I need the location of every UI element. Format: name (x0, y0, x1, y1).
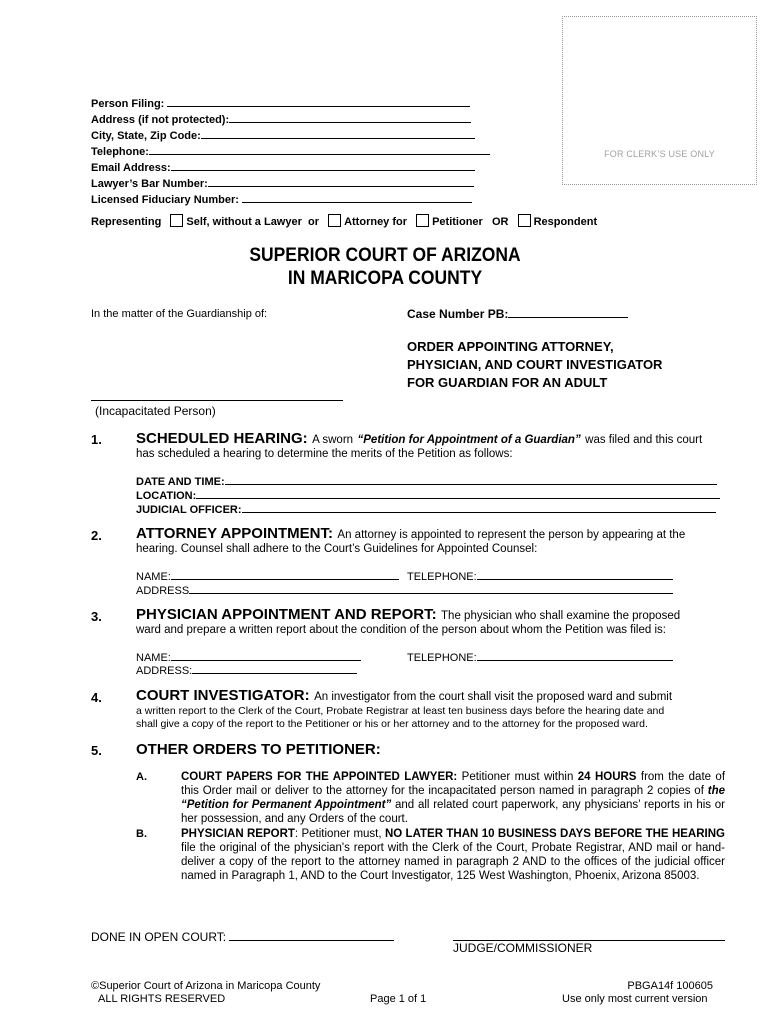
representing-row: Representing Self, without a Lawyer or Attorney for Petitioner OR Respondent (91, 216, 598, 228)
section-3-intro: PHYSICIAN APPOINTMENT AND REPORT: The physician who shall examine the proposed (136, 606, 681, 623)
section-5-number: 5. (91, 743, 102, 758)
clerk-use-label: FOR CLERK’S USE ONLY (604, 149, 715, 159)
location-field[interactable]: LOCATION: (136, 487, 720, 502)
case-number-field[interactable]: Case Number PB: (407, 306, 628, 321)
section-1-number: 1. (91, 432, 102, 447)
item-b-label: B. (136, 828, 147, 840)
address-field[interactable]: Address (if not protected): (91, 111, 471, 126)
section-2-intro: ATTORNEY APPOINTMENT: An attorney is appointed to represent the person by appearing at the (136, 525, 686, 542)
attorney-checkbox[interactable] (328, 214, 341, 227)
section-2-number: 2. (91, 528, 102, 543)
bar-number-field[interactable]: Lawyer’s Bar Number: (91, 175, 474, 190)
petitioner-checkbox[interactable] (416, 214, 429, 227)
matter-label: In the matter of the Guardianship of: (91, 308, 268, 320)
footer-copyright: ©Superior Court of Arizona in Maricopa County (91, 980, 321, 992)
section-4-number: 4. (91, 690, 102, 705)
person-filing-field[interactable]: Person Filing: (91, 95, 470, 110)
physician-name-field[interactable]: NAME: (136, 649, 361, 664)
section-3-number: 3. (91, 609, 102, 624)
physician-telephone-field[interactable]: TELEPHONE: (407, 649, 673, 664)
respondent-checkbox[interactable] (518, 214, 531, 227)
order-title: ORDER APPOINTING ATTORNEY, PHYSICIAN, AND COURT INVESTIGATOR FOR GUARDIAN FOR AN ADULT (407, 339, 663, 390)
date-time-field[interactable]: DATE AND TIME: (136, 473, 717, 488)
city-state-zip-field[interactable]: City, State, Zip Code: (91, 127, 475, 142)
clerk-use-box (562, 16, 757, 185)
done-in-open-court-field[interactable]: DONE IN OPEN COURT: (91, 929, 394, 944)
email-field[interactable]: Email Address: (91, 159, 475, 174)
section-3-text: ward and prepare a written report about the condition of the person about whom the Petition was filed is: (136, 624, 666, 636)
attorney-address-field[interactable]: ADDRESS (136, 582, 673, 597)
footer-page: Page 1 of 1 (370, 993, 427, 1005)
court-title-line2: IN MARICOPA COUNTY (287, 268, 483, 289)
section-4-text-1: a written report to the Clerk of the Court, Probate Registrar at least ten business days before the hearing date and (136, 705, 665, 717)
fiduciary-number-field[interactable]: Licensed Fiduciary Number: (91, 191, 472, 206)
section-1-intro: SCHEDULED HEARING: A sworn “Petition for Appointment of a Guardian” was filed and this court (136, 430, 703, 447)
item-a-text: COURT PAPERS FOR THE APPOINTED LAWYER: Petitioner must within 24 HOURS from the date of this Order mail or deliver to the attorney for the incapacitated person named in paragraph 2 copies of the “Petition for Permanent Appointment” and all related court paperwork, any physicians’ reports in his or her possession, and any Orders of the court. (181, 771, 726, 825)
section-2-text: hearing. Counsel shall adhere to the Court’s Guidelines for Appointed Counsel: (136, 543, 538, 555)
physician-address-field[interactable]: ADDRESS: (136, 662, 357, 677)
item-b-text: PHYSICIAN REPORT: Petitioner must, NO LATER THAN 10 BUSINESS DAYS BEFORE THE HEARING file the original of the physician's report with the Clerk of the Court, Probate Registrar, AND mail or hand-deliver a copy of the report to the attorney named in paragraph 2 AND to the offices of the judicial officer named in Paragraph 1, AND to the Court Investigator, 125 West Washington, Phoenix, Arizona 85003. (181, 828, 725, 882)
footer-form-code: PBGA14f 100605 (627, 980, 713, 992)
judge-label: JUDGE/COMMISSIONER (453, 941, 593, 955)
telephone-field[interactable]: Telephone: (91, 143, 490, 158)
section-4-text-2: shall give a copy of the report to the Petitioner or his or her attorney and to the attorney for the proposed ward. (136, 718, 648, 730)
footer-rights: ALL RIGHTS RESERVED (98, 993, 226, 1005)
section-4-intro: COURT INVESTIGATOR: An investigator from the court shall visit the proposed ward and submit (136, 687, 673, 704)
judicial-officer-field[interactable]: JUDICIAL OFFICER: (136, 501, 716, 516)
section-5-heading: OTHER ORDERS TO PETITIONER: (136, 741, 381, 758)
item-a-label: A. (136, 771, 147, 783)
section-1-text: has scheduled a hearing to determine the merits of the Petition as follows: (136, 448, 513, 460)
incapacitated-label: (Incapacitated Person) (95, 404, 216, 418)
court-title-line1: SUPERIOR COURT OF ARIZONA (249, 245, 521, 266)
ward-name-line[interactable] (91, 400, 343, 401)
footer-version: Use only most current version (562, 993, 708, 1005)
self-checkbox[interactable] (170, 214, 183, 227)
attorney-telephone-field[interactable]: TELEPHONE: (407, 568, 673, 583)
attorney-name-field[interactable]: NAME: (136, 568, 399, 583)
